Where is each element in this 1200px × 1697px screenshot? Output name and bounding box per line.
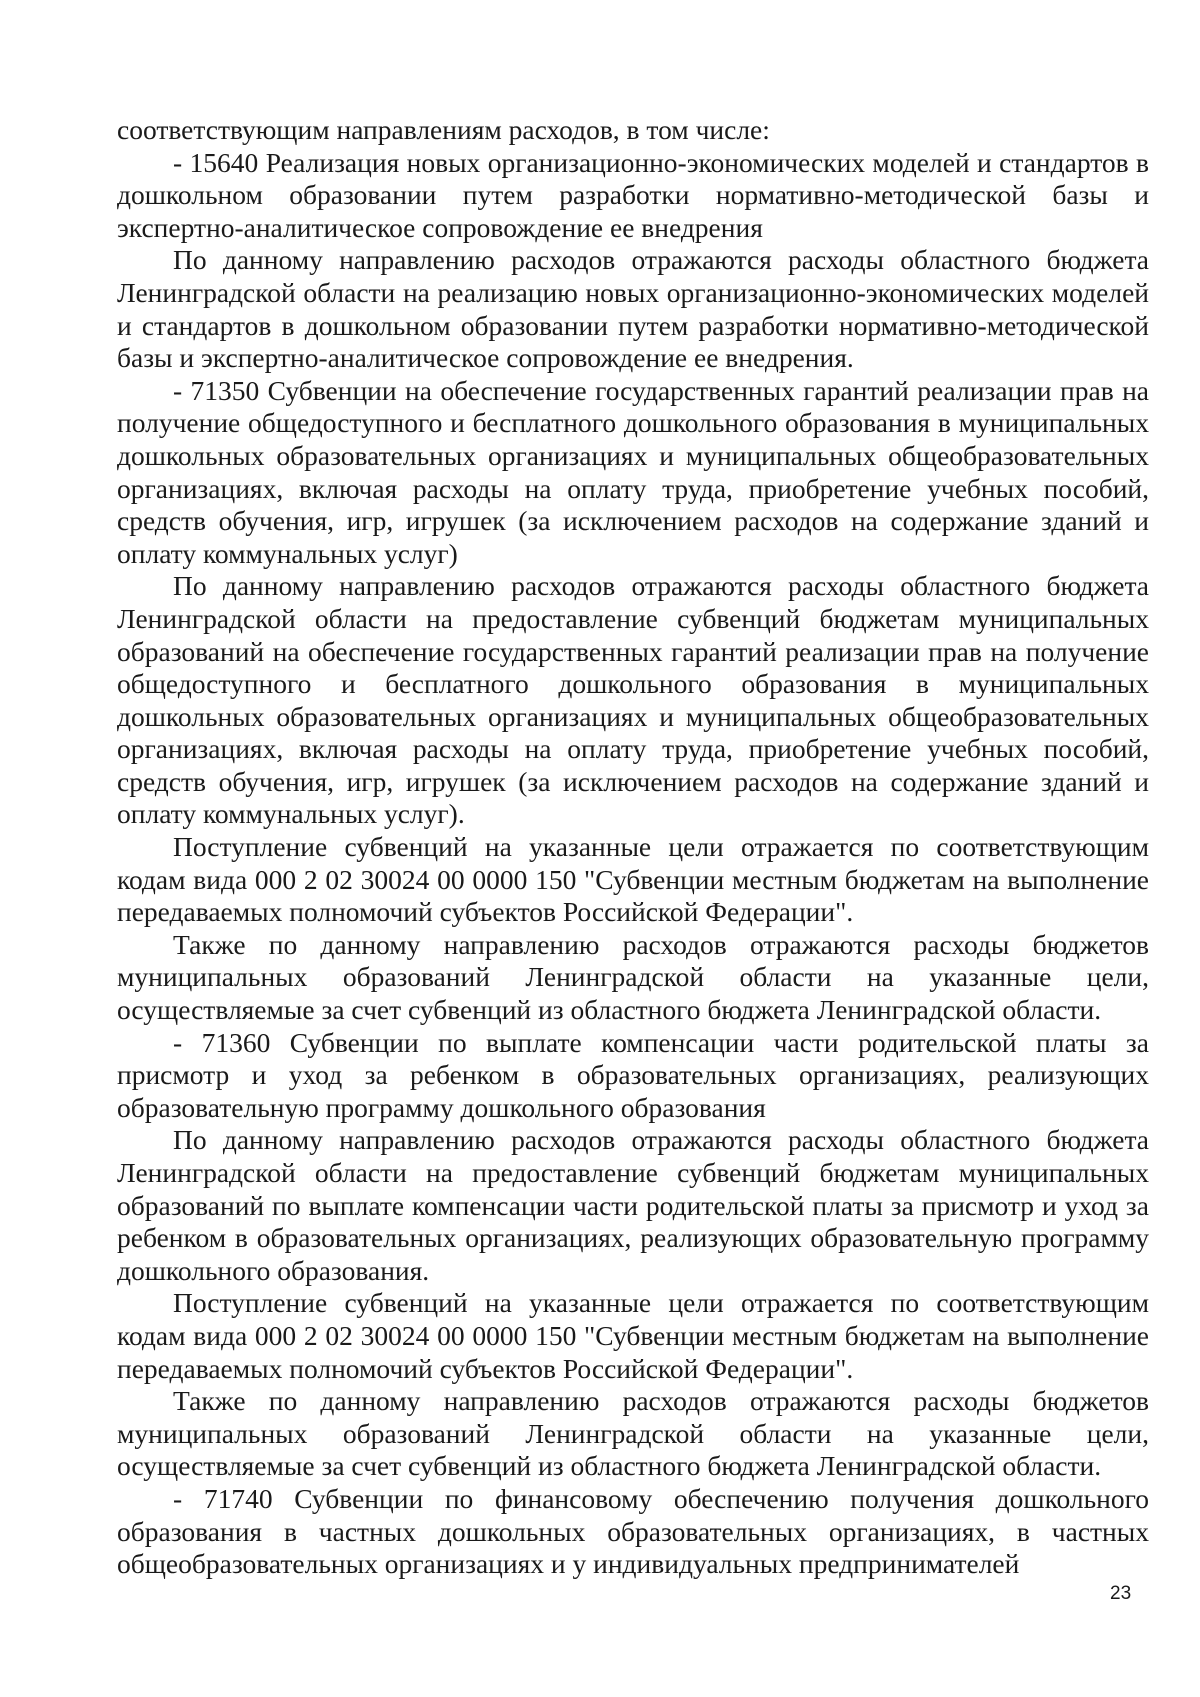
paragraph-item-15640: - 15640 Реализация новых организационно-экономических моделей и стандартов в дошкольном образовании путем разработки нормативно-методической базы и экспертно-аналитическое сопровождение ее внедрения <box>117 146 1149 243</box>
page-number: 23 <box>1110 1583 1132 1604</box>
paragraph-item-71360: - 71360 Субвенции по выплате компенсации части родительской платы за присмотр и уход за ребенком в образовательных организациях, реализующих образовательную программу дошкольного образования <box>117 1026 1149 1123</box>
paragraph-description-15640: По данному направлению расходов отражаются расходы областного бюджета Ленинградской области на реализацию новых организационно-экономических моделей и стандартов в дошкольном образовании путем разработки нормативно-методической базы и экспертно-аналитическое сопровождение ее внедрения. <box>117 244 1149 374</box>
document-body <box>117 114 1149 1581</box>
paragraph-item-71740: - 71740 Субвенции по финансовому обеспечению получения дошкольного образования в частных дошкольных образовательных организациях, в частных общеобразовательных организациях и у индивидуальных предпринимателей <box>117 1482 1149 1580</box>
paragraph-continuation: соответствующим направлениям расходов, в том числе: <box>117 114 770 145</box>
paragraph-description-71360: По данному направлению расходов отражаются расходы областного бюджета Ленинградской области на предоставление субвенций бюджетам муниципальных образований по выплате компенсации части родительской платы за присмотр и уход за ребенком в образовательных организациях, реализующих образовательную программу дошкольного образования. <box>117 1124 1149 1286</box>
paragraph-item-71350: - 71350 Субвенции на обеспечение государственных гарантий реализации прав на получение общедоступного и бесплатного дошкольного образования в муниципальных дошкольных образовательных организациях и муниципальных общеобразовательных организациях, включая расходы на оплату труда, приобретение учебных пособий, средств обучения, игр, игрушек (за исключением расходов на содержание зданий и оплату коммунальных услуг) <box>117 374 1149 569</box>
paragraph-receipt-71350: Поступление субвенций на указанные цели отражается по соответствующим кодам вида 000 2 02 30024 00 0000 150 "Субвенции местным бюджетам на выполнение передаваемых полномочий субъектов Российской Федерации". <box>117 831 1149 928</box>
paragraph-description-71350: По данному направлению расходов отражаются расходы областного бюджета Ленинградской области на предоставление субвенций бюджетам муниципальных образований на обеспечение государственных гарантий реализации прав на получение общедоступного и бесплатного дошкольного образования в муниципальных дошкольных образовательных организациях и муниципальных общеобразовательных организациях, включая расходы на оплату труда, приобретение учебных пособий, средств обучения, игр, игрушек (за исключением расходов на содержание зданий и оплату коммунальных услуг). <box>117 570 1149 830</box>
paragraph-municipal-71360: Также по данному направлению расходов отражаются расходы бюджетов муниципальных образований Ленинградской области на указанные цели, осуществляемые за счет субвенций из областного бюджета Ленинградской области. <box>117 1385 1149 1482</box>
paragraph-receipt-71360: Поступление субвенций на указанные цели отражается по соответствующим кодам вида 000 2 02 30024 00 0000 150 "Субвенции местным бюджетам на выполнение передаваемых полномочий субъектов Российской Федерации". <box>117 1287 1149 1384</box>
paragraph-municipal-71350: Также по данному направлению расходов отражаются расходы бюджетов муниципальных образований Ленинградской области на указанные цели, осуществляемые за счет субвенций из областного бюджета Ленинградской области. <box>117 928 1149 1026</box>
